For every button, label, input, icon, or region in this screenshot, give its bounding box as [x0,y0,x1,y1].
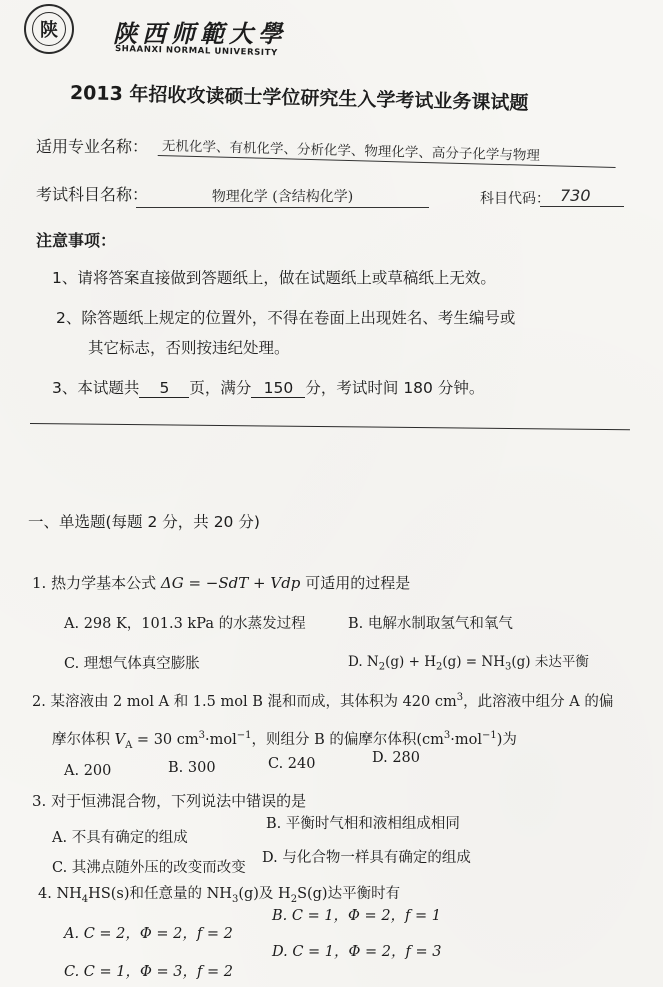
question-number: 3. [32,792,47,810]
question-2-stem-line1 [32,690,613,711]
text: (g) = NH [442,654,505,670]
question-2-option-a: A. 200 [64,763,112,779]
text: HS(s)和任意量的 NH [88,886,232,902]
seal-glyph: 陕 [32,12,66,46]
question-1-option-d [348,650,589,673]
majors-label: 适用专业名称： [36,137,149,156]
question-2-option-b: B. 300 [168,760,216,776]
superscript: 3 [198,730,206,742]
text: S(g)达平衡时有 [297,886,401,902]
page-count: 5 [139,379,189,398]
subject-value: 物理化学 (含结构化学) [136,186,429,208]
text: 摩尔体积 [52,732,115,748]
subscript: 4 [81,893,89,905]
question-number: 2. [32,694,46,710]
notice-item-3-suffix: 分，考试时间 180 分钟。 [305,379,485,397]
variable: V [114,732,126,748]
notice-item-3-prefix: 3、本试题共 [52,379,140,397]
notice-item-3 [52,376,484,398]
text: (g) 未达平衡 [511,654,589,670]
superscript: 3 [443,730,451,742]
notice-item-3-mid: 页，满分 [189,379,252,397]
question-3-option-c: C. 其沸点随外压的改变而改变 [52,860,246,876]
notice-heading: 注意事项： [36,231,117,250]
question-text: 热力学基本公式 [51,574,157,592]
subscript: A [125,739,133,751]
subject-label: 考试科目名称： [36,185,149,204]
text: D. N [348,654,379,670]
section-heading: 一、单选题(每题 2 分，共 20 分) [28,513,260,531]
question-4-option-a: A. C = 2，Φ = 2，f = 2 [64,926,233,942]
text: ，此溶液中组分 A 的偏 [463,694,614,710]
text: ，则组分 B 的偏摩尔体积(cm [251,732,444,748]
full-score: 150 [251,379,305,398]
notice-item-2-line2: 其它标志，否则按违纪处理。 [88,339,290,357]
text: NH [51,886,82,902]
subscript: 2 [290,893,298,905]
question-1-option-b: B. 电解水制取氢气和氧气 [348,616,513,632]
question-4-option-c: C. C = 1，Φ = 3，f = 2 [64,964,233,980]
question-text: 对于恒沸混合物，下列说法中错误的是 [51,792,307,810]
subscript: 3 [505,661,512,673]
question-1-stem [32,572,410,593]
question-1-option-c: C. 理想气体真空膨胀 [64,656,200,672]
subscript: 2 [435,661,443,673]
question-3-stem [32,790,306,811]
university-seal-icon [24,4,74,54]
question-4-option-d: D. C = 1，Φ = 2，f = 3 [272,944,442,960]
text: ·mol [450,732,483,748]
question-2-stem-line2 [52,728,517,751]
question-2-option-c: C. 240 [268,756,316,772]
text: 某溶液由 2 mol A 和 1.5 mol B 混和而成，其体积为 420 cm [50,694,457,710]
section-divider [30,423,630,430]
superscript: −1 [236,730,252,742]
question-4-option-b: B. C = 1，Φ = 2，f = 1 [272,908,442,924]
question-3-option-a: A. 不具有确定的组成 [52,830,188,846]
subject-code-value: 730 [540,186,624,207]
question-1-option-a: A. 298 K，101.3 kPa 的水蒸发过程 [64,616,306,632]
question-3-option-d: D. 与化合物一样具有确定的组成 [262,850,471,866]
subject-code-label: 科目代码： [480,191,550,207]
text: (g)及 H [238,886,291,902]
question-text: 可适用的过程是 [305,574,411,592]
notice-item-1: 1、请将答案直接做到答题纸上，做在试题纸上或草稿纸上无效。 [52,269,496,287]
question-3-option-b: B. 平衡时气相和液相组成相同 [266,816,460,832]
subscript: 2 [378,661,386,673]
formula: ΔG = −SdT + Vdp [160,574,301,592]
question-number: 4. [38,886,52,902]
majors-value: 无机化学、有机化学、分析化学、物理化学、高分子化学与物理 [158,134,616,168]
notice-item-2-line1: 2、除答题纸上规定的位置外，不得在卷面上出现姓名、考生编号或 [56,309,516,327]
superscript: −1 [482,730,497,742]
exam-title: 2013 年招收攻读硕士学位研究生入学考试业务课试题 [69,82,529,115]
text: ·mol [205,732,237,748]
question-number: 1. [32,574,47,592]
text: )为 [496,732,517,748]
superscript: 3 [456,692,464,704]
question-4-stem [38,882,400,905]
question-2-option-d: D. 280 [372,750,421,766]
university-name-cn: 陕西师範大學 [113,19,287,48]
text: (g) + H [385,654,436,670]
university-name-en: SHAANXI NORMAL UNIVERSITY [114,44,278,59]
text: = 30 cm [132,732,199,748]
subscript: 3 [231,893,239,905]
